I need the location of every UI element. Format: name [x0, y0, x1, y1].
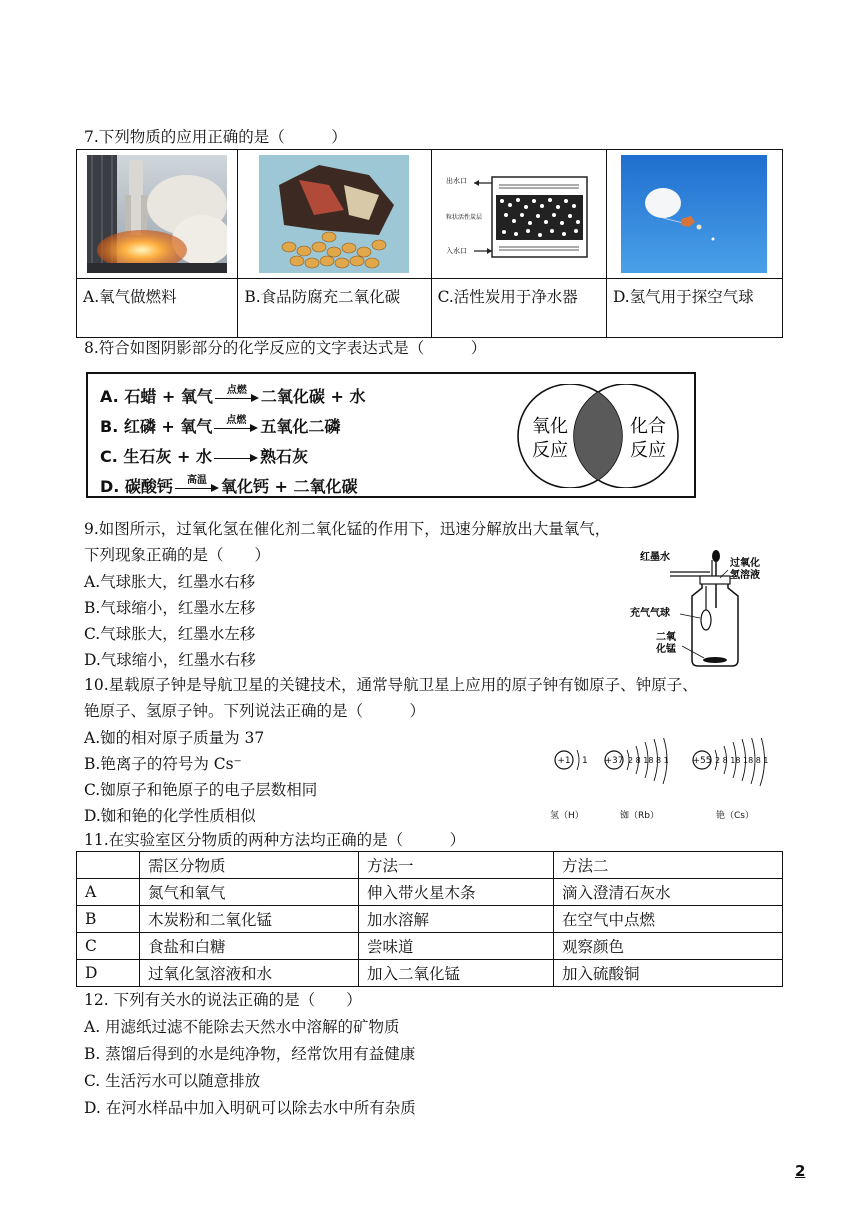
page-number: 2: [795, 1162, 806, 1180]
q10-option-c: C.铷原子和铯原子的电子层数相同: [84, 781, 318, 799]
q7-option-a: A.氧气做燃料: [77, 279, 238, 338]
q8-stem: 8.符合如图阴影部分的化学反应的文字表达式是（ ）: [84, 339, 487, 357]
table-cell: 食盐和白糖: [140, 933, 359, 960]
table-cell: C: [77, 933, 140, 960]
hydrogen-label: 氢（H）: [550, 811, 584, 821]
q9-apparatus-diagram: [620, 548, 780, 670]
q9-stem-line1: 9.如图所示，过氧化氢在催化剂二氧化锰的作用下，迅速分解放出大量氧气，: [84, 520, 611, 538]
table-cell: 伸入带火星木条: [359, 879, 554, 906]
water-filter-icon: [444, 155, 594, 273]
svg-text:+55: +55: [692, 756, 712, 766]
table-cell: A: [77, 879, 140, 906]
q12-option-b: B. 蒸馏后得到的水是纯净物，经常饮用有益健康: [84, 1045, 416, 1063]
table-header-cell: 方法一: [359, 852, 554, 879]
table-cell: D: [77, 960, 140, 987]
svg-text:2 8 18 18 8 1: 2 8 18 18 8 1: [715, 756, 769, 765]
table-cell: B: [77, 906, 140, 933]
q7-image-d: [606, 150, 782, 279]
q11-methods-table: [76, 851, 783, 987]
q9-option-d: D.气球缩小，红墨水右移: [84, 651, 256, 669]
q7-options-table: [76, 149, 783, 338]
table-cell: 加入二氧化锰: [359, 960, 554, 987]
ink-label: 红墨水: [640, 552, 670, 563]
q10-stem-line2: 铯原子、氢原子钟。下列说法正确的是（ ）: [84, 702, 426, 720]
rocket-launch-icon: [87, 155, 227, 273]
q11-stem: 11.在实验室区分物质的两种方法均正确的是（ ）: [84, 831, 466, 849]
table-cell: 氮气和氧气: [140, 879, 359, 906]
table-header-cell: [77, 852, 140, 879]
q9-option-c: C.气球胀大，红墨水左移: [84, 625, 256, 643]
svg-text:1: 1: [582, 756, 588, 766]
svg-text:+37: +37: [604, 756, 624, 766]
table-cell: 加入硫酸铜: [554, 960, 783, 987]
table-cell: 观察颜色: [554, 933, 783, 960]
table-cell: 在空气中点燃: [554, 906, 783, 933]
q8-reaction-box: [86, 372, 696, 498]
sounding-balloon-icon: [621, 155, 767, 273]
q7-option-c: C.活性炭用于净水器: [431, 279, 606, 338]
table-header-cell: 方法二: [554, 852, 783, 879]
q7-image-c: [431, 150, 606, 279]
table-cell: 木炭粉和二氧化锰: [140, 906, 359, 933]
h2o2-label-1: 过氧化: [730, 558, 760, 569]
mno2-label-1: 二氧: [656, 632, 676, 643]
svg-text:2 8 18 8 1: 2 8 18 8 1: [628, 756, 669, 765]
q9-stem-line2: 下列现象正确的是（ ）: [84, 546, 271, 564]
q10-option-a: A.铷的相对原子质量为 37: [84, 729, 265, 747]
q10-option-d: D.铷和铯的化学性质相似: [84, 807, 256, 825]
venn-left-line1: 氧化: [532, 416, 568, 437]
q8-reaction-b: B. 红磷 + 氧气 点燃 五氧化二磷: [100, 414, 341, 436]
q7-option-d: D.氢气用于探空气球: [606, 279, 782, 338]
cesium-label: 铯（Cs）: [716, 811, 754, 821]
balloon-label: 充气气球: [630, 608, 670, 619]
q7-image-b: [238, 150, 431, 279]
venn-diagram: [508, 384, 688, 488]
q12-option-c: C. 生活污水可以随意排放: [84, 1072, 261, 1090]
table-row: [77, 960, 783, 987]
mno2-label-2: 化锰: [656, 644, 676, 655]
q8-reaction-a: A. 石蜡 + 氧气 点燃 二氧化碳 + 水: [100, 384, 366, 406]
q7-stem: 7.下列物质的应用正确的是（ ）: [84, 128, 347, 146]
h2o2-label-2: 氢溶液: [730, 570, 760, 581]
q10-option-b: B.铯离子的符号为 Cs⁻: [84, 755, 242, 773]
table-header-cell: 需区分物质: [140, 852, 359, 879]
rubidium-label: 铷（Rb）: [620, 811, 659, 821]
q12-option-d: D. 在河水样品中加入明矾可以除去水中所有杂质: [84, 1099, 416, 1117]
q7-image-a: [77, 150, 238, 279]
venn-right-line1: 化合: [630, 416, 666, 437]
table-row: [77, 933, 783, 960]
table-cell: 加水溶解: [359, 906, 554, 933]
svg-text:+1: +1: [557, 756, 571, 766]
q12-option-a: A. 用滤纸过滤不能除去天然水中溶解的矿物质: [84, 1018, 400, 1036]
q9-option-b: B.气球缩小，红墨水左移: [84, 599, 256, 617]
table-header-row: [77, 852, 783, 879]
table-cell: 滴入澄清石灰水: [554, 879, 783, 906]
q12-stem: 12. 下列有关水的说法正确的是（ ）: [84, 991, 362, 1009]
filter-outlet-label: 出水口: [445, 177, 467, 185]
table-row: [77, 906, 783, 933]
filter-layer-label: 粒状活性炭层: [445, 214, 482, 221]
q10-stem-line1: 10.星载原子钟是导航卫星的关键技术，通常导航卫星上应用的原子钟有铷原子、钟原子、: [84, 676, 698, 694]
q9-option-a: A.气球胀大，红墨水右移: [84, 573, 256, 591]
filter-inlet-label: 入水口: [445, 247, 467, 255]
venn-left-line2: 反应: [532, 440, 568, 461]
food-bag-icon: [259, 155, 409, 273]
table-cell: 尝味道: [359, 933, 554, 960]
q7-option-b: B.食品防腐充二氧化碳: [238, 279, 431, 338]
table-cell: 过氧化氢溶液和水: [140, 960, 359, 987]
q8-reaction-d: D. 碳酸钙 高温 氧化钙 + 二氧化碳: [100, 474, 358, 496]
atomic-structure-diagrams: [548, 738, 798, 828]
table-row: [77, 879, 783, 906]
q8-reaction-c: C. 生石灰 + 水 熟石灰: [100, 447, 308, 466]
venn-right-line2: 反应: [630, 440, 666, 461]
